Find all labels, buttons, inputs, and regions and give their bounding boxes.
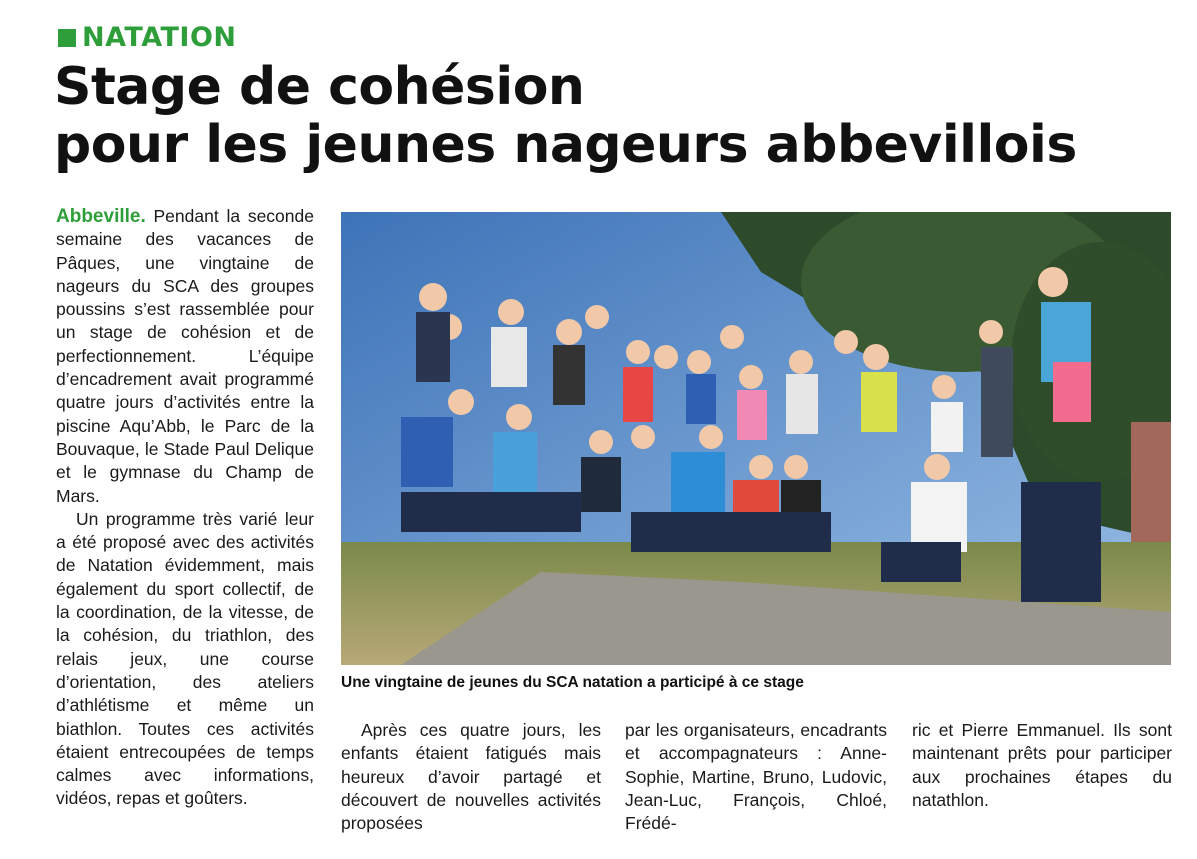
headline [54,58,1174,174]
article-paragraph-3: Après ces quatre jours, les enfants étaient fatigués mais heureux d’avoir partagé et découvert de nouvelles activités proposées [341,720,601,834]
group-photo-illustration [341,212,1171,665]
article-paragraph-2: Un programme très varié leur a été proposé avec des activités de Natation évidemment, mais également du sport collectif, de la coordination, de la vitesse, de la cohésion, du triathlon, des relais jeux, une course d’orientation, des ateliers d’athlétisme et même un biathlon. Toutes ces activités étaient entrecoupées de temps calmes avec informations, vidéos, repas et goûters. [56,508,314,809]
article-paragraph-1 [56,205,314,508]
dateline: Abbeville. [56,206,146,227]
article-column-2 [341,719,601,835]
house [1131,422,1171,552]
headline-line-2: pour les jeunes nageurs abbevillois [54,115,1077,175]
section-rubric [58,22,237,53]
paragraph-1-text: Pendant la seconde semaine des vacances de Pâques, une vingtaine de nageurs du SCA des groupes poussins s’est rassemblée pour un stage de cohésion et de perfectionnement. L’équipe d’encadrement avait programmé quatre jours d’activités entre la piscine Aqu’Abb, le Parc de la Bouvaque, le Stade Paul Delique et le gymnase du Champ de Mars. [56,206,314,506]
rubric-label: NATATION [82,22,237,53]
article-column-4 [912,719,1172,812]
rubric-square-icon [58,29,76,47]
photo-caption: Une vingtaine de jeunes du SCA natation a participé à ce stage [341,674,804,691]
article-paragraph-3-cont: par les organisateurs, encadrants et accompagnateurs : Anne-Sophie, Martine, Bruno, Ludovic, Jean-Luc, François, Chloé, Frédé- [625,720,887,834]
article-paragraph-3-end: ric et Pierre Emmanuel. Ils sont maintenant prêts pour participer aux prochaines étapes du natathlon. [912,720,1172,810]
headline-line-1: Stage de cohésion [54,57,585,117]
group-photo [341,212,1171,665]
article-column-1 [56,205,314,811]
article-column-3 [625,719,887,835]
